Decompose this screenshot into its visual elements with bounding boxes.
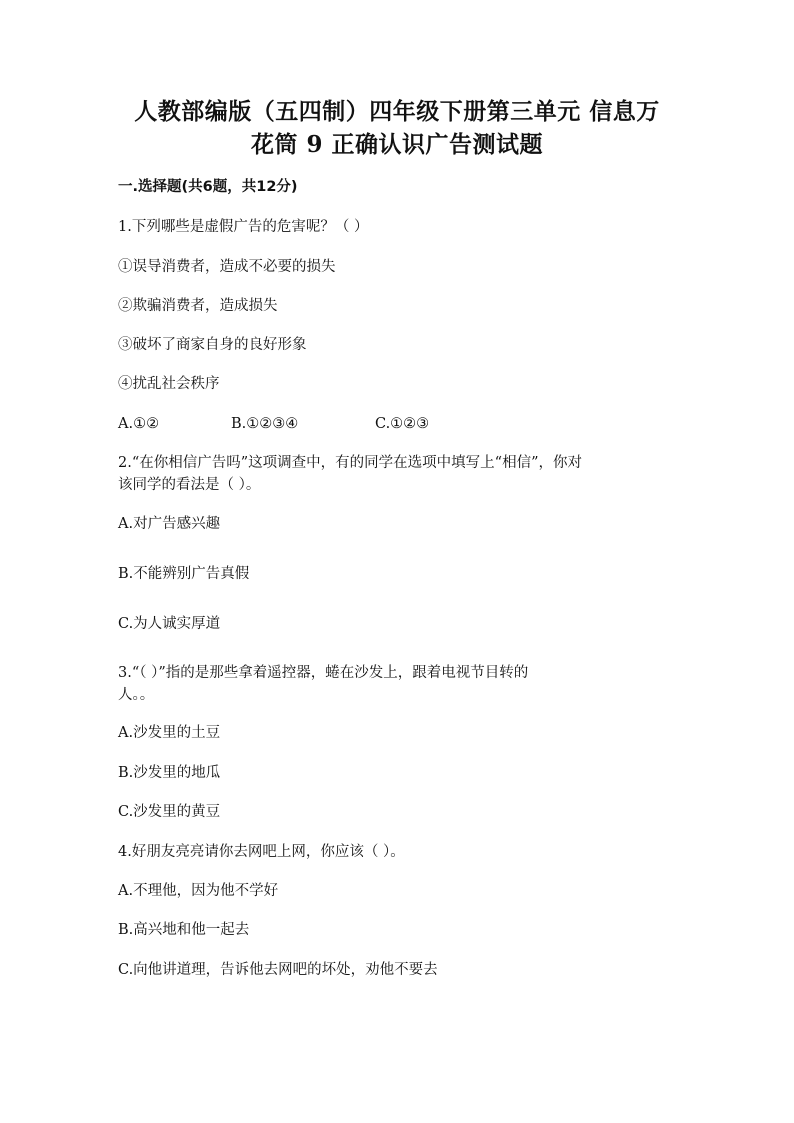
question-3-option-a[interactable]: A.沙发里的土豆 [118,725,221,741]
question-4-stem: 4.好朋友亮亮请你去网吧上网，你应该（ ）。 [118,844,405,860]
question-3-option-c[interactable]: C.沙发里的黄豆 [118,804,221,820]
question-2-option-b[interactable]: B.不能辨别广告真假 [118,566,250,582]
question-1-option-b[interactable]: B.①②③④ [231,416,299,432]
question-3-option-b[interactable]: B.沙发里的地瓜 [118,765,221,781]
question-1-option-c[interactable]: C.①②③ [375,416,430,432]
question-4-option-a[interactable]: A.不理他，因为他不学好 [118,883,279,899]
question-1-statement-3: ③破坏了商家自身的良好形象 [118,337,307,353]
document-title-line-2: 花筒 9 正确认识广告测试题 [250,131,544,158]
question-4-option-b[interactable]: B.高兴地和他一起去 [118,922,250,938]
section-heading: 一.选择题(共6题，共12分) [118,179,298,195]
question-3-stem-line-2: 人。。 [118,687,155,703]
question-1-options [118,413,678,435]
question-2-stem-line-1: 2.“在你相信广告吗”这项调查中，有的同学在选项中填写上“相信”，你对 [118,455,582,471]
question-4-option-c[interactable]: C.向他讲道理，告诉他去网吧的坏处，劝他不要去 [118,962,438,978]
question-1-option-a[interactable]: A.①② [118,416,160,432]
question-1-statement-1: ①误导消费者，造成不必要的损失 [118,259,336,275]
question-3-stem-line-1: 3.“（ ）”指的是那些拿着遥控器，蜷在沙发上，跟着电视节目转的 [118,665,529,681]
question-2-option-a[interactable]: A.对广告感兴趣 [118,516,221,532]
question-2-option-c[interactable]: C.为人诚实厚道 [118,616,221,632]
question-2-stem-line-2: 该同学的看法是（ ）。 [118,477,261,493]
question-1-statement-4: ④扰乱社会秩序 [118,376,220,392]
question-1-statement-2: ②欺骗消费者，造成损失 [118,298,278,314]
question-1-stem: 1.下列哪些是虚假广告的危害呢？（ ） [118,219,369,235]
document-title-line-1: 人教部编版（五四制）四年级下册第三单元 信息万 [134,98,660,125]
